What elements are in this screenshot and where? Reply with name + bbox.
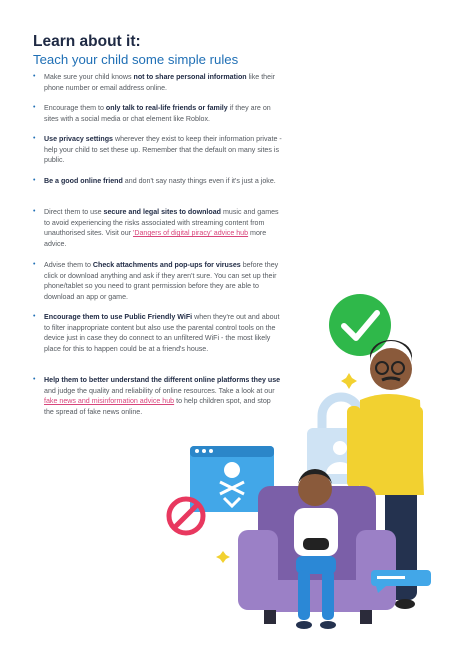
bullet-icon: • [33,208,36,215]
bullet-icon: • [33,261,36,268]
bullet-icon: • [33,135,36,142]
prohibited-sign-icon [169,499,203,533]
page-subheading: Teach your child some simple rules [33,52,239,67]
checkmark-badge-icon [329,294,391,356]
piracy-advice-link[interactable]: 'Dangers of digital piracy' advice hub [132,229,249,238]
bullet-icon: • [33,313,36,320]
bullet-icon: • [33,177,36,184]
bullet-icon: • [33,104,36,111]
game-controller-icon [303,538,329,550]
fake-news-advice-link[interactable]: fake news and misinformation advice hub [44,397,175,406]
bullet-icon: • [33,376,36,383]
page-heading: Learn about it: [33,33,141,50]
bullet-icon: • [33,73,36,80]
